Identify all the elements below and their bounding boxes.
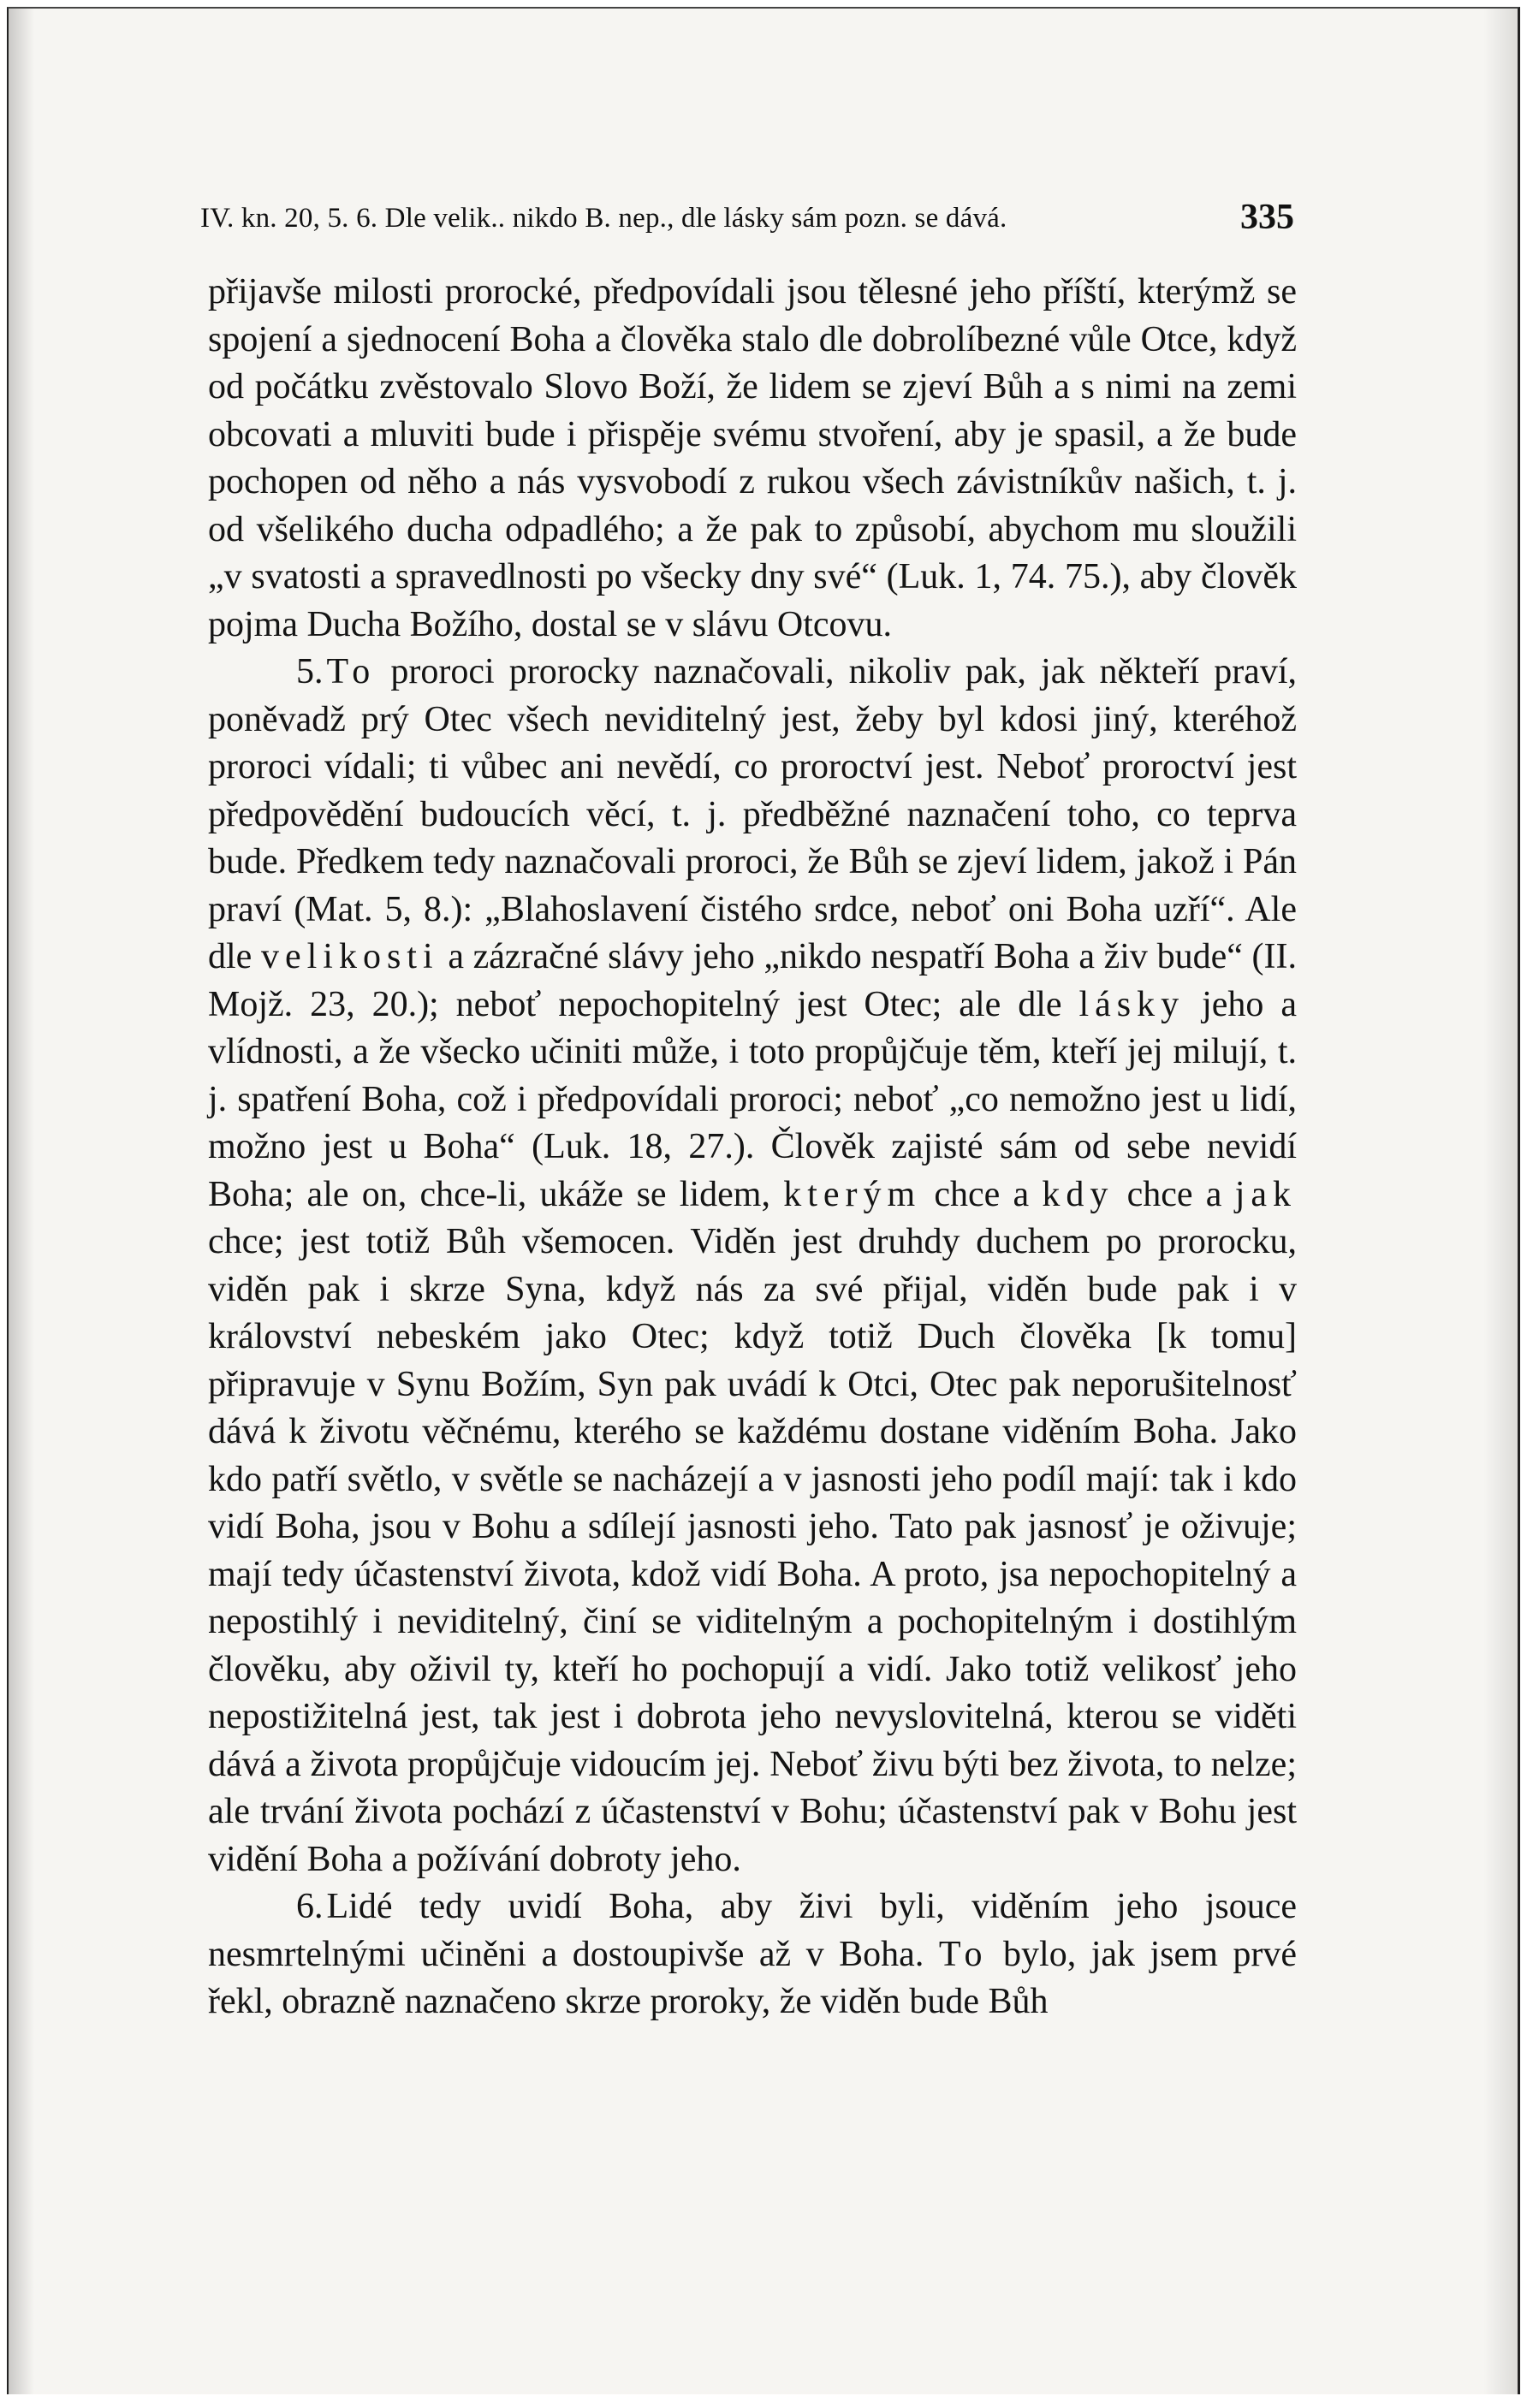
running-head-title: IV. kn. 20, 5. 6. Dle velik.. nikdo B. nep., dle lásky sám pozn. se dává. [200,203,1007,234]
paragraph-number: 6. [296,1887,324,1926]
paragraph-text: Lidé tedy uvidí Boha, aby živi byli, viděním jeho jsouce nesmrtelnými učiněni a dostoupivše až v Boha. [208,1887,1297,1974]
book-page [7,7,1520,2394]
paragraph-continuation: přijavše milosti prorocké, předpovídali jsou tělesné jeho příští, kterýmž se spojení a sjednocení Boha a člověka stalo dle dobrolíbezné vůle Otce, když od počátku zvěstovalo Slovo Boží, že lidem se zjeví Bůh a s nimi na zemi obcovati a mluviti bude i přispěje svému stvoření, aby je spasil, a že bude pochopen od něho a nás vysvobodí z rukou všech závistníkův našich, t. j. od všelikého ducha odpadlého; a že pak to způsobí, abychom mu sloužili „v svatosti a spravedlnosti po všecky dny své“ (Luk. 1, 74. 75.), aby člověk pojma Ducha Božího, dostal se v slávu Otcovu. [208,272,1297,644]
paragraph-5 [208,649,1297,1883]
spaced-word: kterým [783,1174,922,1214]
paragraph-text: chce; jest totiž Bůh všemocen. Viděn jest druhdy duchem po prorocku, viděn pak i skrze Syna, když nás za své přijal, viděn bude pak i v království nebeském jako Otec; když totiž Duch člověka [k tomu] připravuje v Synu Božím, Syn pak uvádí k Otci, Otec pak neporušitelnosť dává k životu věčnému, kterého se každému dostane viděním Boha. Jako kdo patří světlo, v světle se nacházejí a v jasnosti jeho podíl mají: tak i kdo vidí Boha, jsou v Bohu a sdílejí jasnosti jeho. Tato pak jasnosť je oživuje; mají tedy účastenství života, kdož vidí Boha. A proto, jsa nepochopitelný a nepostihlý i neviditelný, činí se viditelným a pochopitelným i dostihlým člověku, aby oživil ty, kteří ho pochopují a vidí. Jako totiž velikosť jeho nepostižitelná jest, tak jest i dobrota jeho nevyslovitelná, kterou se viděti dává a života propůjčuje vidoucím jej. Neboť živu býti bez života, to nelze; ale trvání života pochází z účastenství v Bohu; účastenství pak v Bohu jest vidění Boha a požívání dobroty jeho. [208,1222,1297,1879]
spaced-word: lásky [1078,984,1185,1024]
running-head [200,199,1294,241]
spaced-word: kdy [1042,1174,1114,1214]
paragraph-text: proroci prorocky naznačovali, nikoliv pak, jak někteří praví, poněvadž prý Otec všech neviditelný jest, žeby byl kdosi jiný, kteréhož proroci vídali; ti vůbec ani nevědí, co proroctví jest. Neboť proroctví jest předpovědění budoucích věcí, t. j. předběžné naznačení toho, co teprva bude. Předkem tedy naznačovali proroci, že Bůh se zjeví lidem, jakož i Pán praví (Mat. 5, 8.): „Blahoslavení čistého srdce, neboť oni Boha uzří“. Ale dle [208,652,1297,976]
page-edge-shadow [1483,9,1518,2394]
paragraph-text: jeho a vlídnosti, a že všecko učiniti může, i toto propůjčuje těm, kteří jej milují, t. j. spatření Boha, což i předpovídali proroci; neboť „co nemožno jest u lidí, možno jest u Boha“ (Luk. 18, 27.). Člověk zajisté sám od sebe nevidí Boha; ale on, chce-li, ukáže se lidem, [208,984,1298,1214]
main-text [208,269,1297,2026]
spaced-word: velikosti [260,937,439,976]
spaced-word: To [326,652,377,691]
paragraph-text: bylo, jak jsem prvé řekl, obrazně naznačeno skrze proroky, že viděn bude Bůh [208,1934,1297,2021]
paragraph-6 [208,1883,1297,2026]
page-number: 335 [1240,198,1294,237]
paragraph-text: a zázračné slávy jeho „nikdo nespatří Boha a živ bude“ (II. Mojž. 23, 20.); neboť nepochopitelný jest Otec; ale dle [208,937,1298,1024]
paragraph-number: 5. [296,652,324,691]
spaced-word: To [938,1934,989,1974]
paragraph-text: chce a [1114,1174,1235,1214]
spaced-word: jak [1234,1174,1297,1214]
page-spine-shadow [9,9,34,2394]
paragraph-text: chce a [921,1174,1043,1214]
